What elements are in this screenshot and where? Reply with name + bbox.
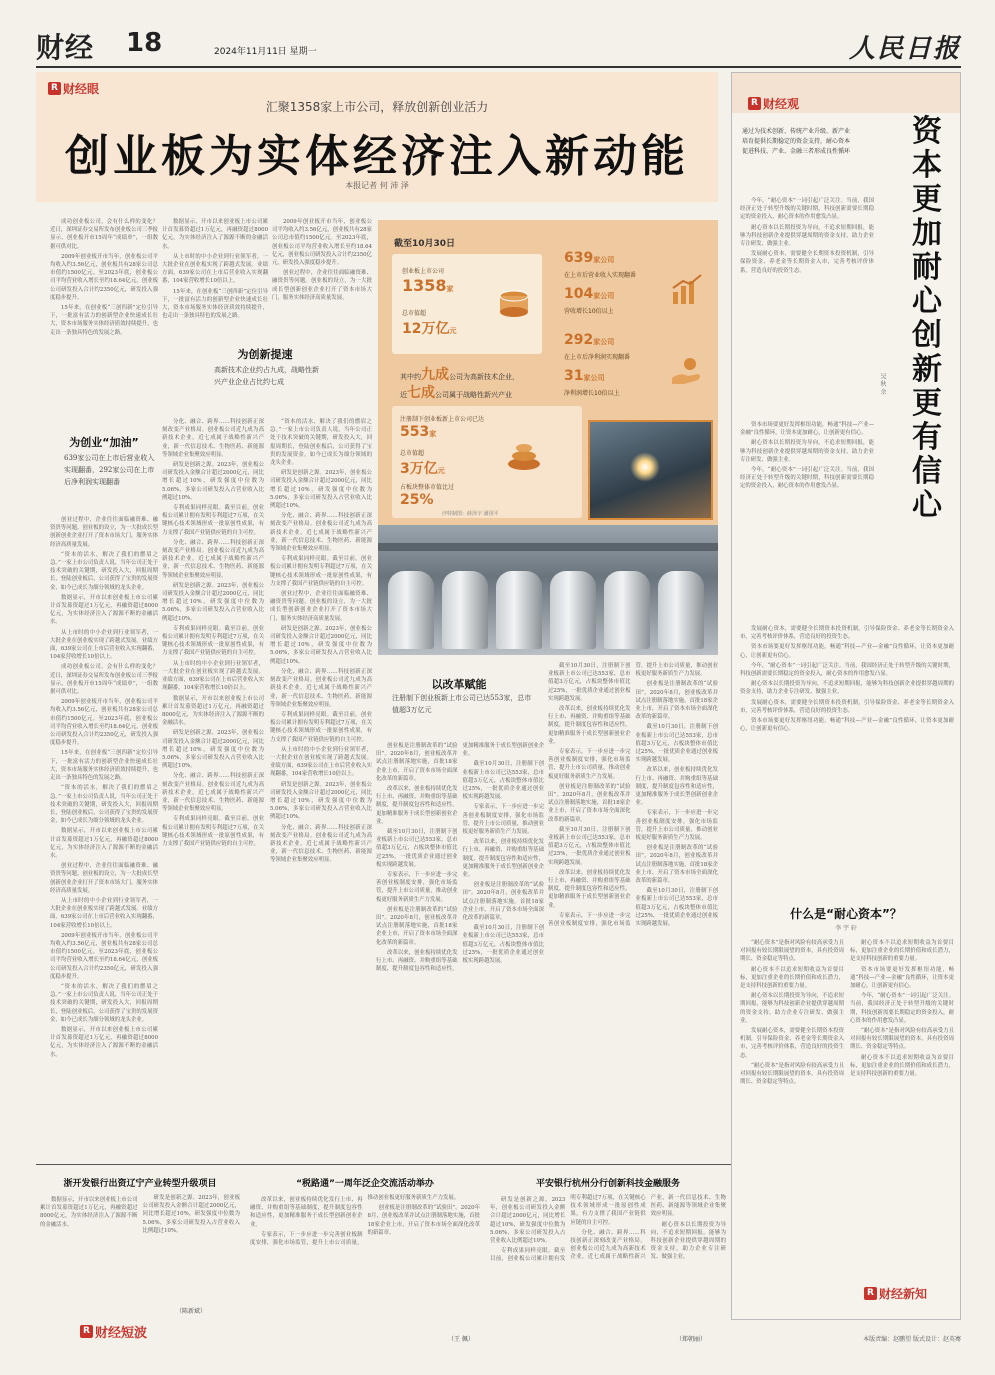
photo-tank [658, 571, 704, 649]
brief-2-text [250, 1194, 480, 1334]
sidebar-byline: 吴 秋 余 [879, 373, 886, 395]
paragraph: 分化、融合、跨界……科技创新正深刻改变产业格局。创业板公司近九成为高新技术企业，近七成属于战略性新兴产业，新一代信息技术、生物医药、新能源等领域企业集聚效应明显。 [270, 513, 372, 553]
brief-1-text [40, 1194, 240, 1304]
r-mark-icon: R [748, 97, 761, 110]
infographic-date: 截至10月30日 [394, 239, 456, 249]
paragraph: 分化、融合、跨界……科技创新正深刻改变产业格局。创业板公司近九成为高新技术企业，近七成属于战略性新兴产业，新一代信息技术、生物医药、新能源等领域企业集聚效应明显。 [570, 1195, 726, 1261]
paragraph: 专利成果同样亮眼。截至目前，创业板公司累计拥有发明专利超过7万项，在关键核心技术领域形成一批原创性成果，有力支撑了我国产业链供应链的自主可控。 [270, 556, 372, 587]
paragraph: 从上市时的中小企业到行业领军者，一大批企业在创业板实现了跨越式发展。业绩方面，639家公司在上市后营业收入实现翻番，104家营收增长10倍以上。 [50, 897, 158, 929]
subhead-s1-note: 639家公司在上市后营业收入实现翻番，292家公司在上市后净利润实现翻番 [64, 454, 155, 486]
reg-share-value: 25% [400, 492, 434, 508]
paragraph: 15年来，在创业板“三创四新”定位引导下，一批富有活力的创新型企业快速成长壮大，资本市场服务实体经济质效持续提升，也走出一条独具特色的发展之路。 [50, 750, 158, 782]
paragraph: 研发是创新之源。2023年，创业板公司研发投入金额合计超过2000亿元，同比增长超过10%，研发强度中位数为5.06%，多家公司研发投入占营业收入比例超过10%。 [162, 730, 264, 770]
reg-cap-value: 3万亿元 [400, 461, 445, 477]
paragraph: 专利成果同样亮眼。截至目前，创业板公司累计拥有发明专利超过7万项，在关键核心技术领域形成一批原创性成果，有力支撑了我国产业链供应链的自主可控。 [162, 505, 264, 536]
paragraph: 发展耐心资本，需要健全长期资本投资机制，引导保险资金、养老金等长期资金入市，完善考核评价体系，营造良好的投资生态。 [740, 626, 954, 641]
paragraph: 创业板是注册制改革的“试验田”。2020年8月，创业板改革并试点注册制落地实施，首批18家企业上市，开启了资本市场全面深化改革的新篇章。 [376, 906, 458, 946]
paragraph: 创业板是注册制改革的“试验田”。2020年8月，创业板改革并试点注册制落地实施，首批18家企业上市，开启了资本市场全面深化改革的新篇章。 [635, 845, 718, 885]
article-column-1b [50, 516, 158, 1156]
paragraph: 研发是创新之源。2023年，创业板公司研发投入金额合计超过2000亿元，同比增长超过10%，研发强度中位数为5.06%，多家公司研发投入占营业收入比例超过10%。 [270, 625, 372, 665]
paragraph: 资本市场要更好发挥枢纽功能，畅通“科技—产业—金融”良性循环，让资本更加耐心，让创新更有信心。 [740, 718, 954, 733]
paragraph: 截至10月30日，注册制下创业板新上市公司已达553家，总市值超3万亿元，占板块整体市值比过25%，一批优质企业通过创业板实现跨越发展。 [376, 829, 458, 868]
paragraph: 耐心资本以长期投资为导向，不追求短期回报，能够为科技创新企业提供穿越周期的资金支持，助力企业专注研发、做强主业。 [740, 224, 874, 248]
paragraph: 分化、融合、跨界……科技创新正深刻改变产业格局。创业板公司近九成为高新技术企业，近七成属于战略性新兴产业，新一代信息技术、生物医药、新能源等领域企业集聚效应明显。 [162, 419, 264, 458]
paragraph: 成功创业板公司，会有什么样的变化？近日，深圳证券交易所发布创业板公司三季报显示，创业板开市15周年“成绩单”，一组数据可供对比。 [50, 219, 158, 250]
infographic-credit: 沙特制图：薛泽宇 潘国平 [442, 511, 499, 517]
sidebar-footer-kicker [864, 1285, 927, 1302]
paragraph: 2009年创业板开市当年，创业板公司平均收入约3.56亿元，创业板共有28家公司总市值约1500亿元。至2023年底，创业板公司平均营业收入增长至约18.64亿元，创业板公司研发投入合计约2350亿元，研发投入强度稳步提升。 [50, 699, 158, 747]
photo-tank [550, 571, 596, 649]
r4-count: 31家公司 [564, 368, 605, 384]
paragraph: 耐心资本以长期投资为导向，不追求短期回报，能够为科技创新企业提供穿越周期的资金支持，助力企业专注研发、做强主业。 [740, 681, 954, 696]
paragraph: 数据显示，开市以来创业板上市公司累计首发募资超过1万亿元，再融资超过8000亿元，为实体经济注入了源源不断的金融活水。 [50, 828, 158, 859]
sidebar-question-title: 什么是“耐心资本”？ [790, 907, 902, 921]
paragraph: “资本的活水，解决了我们的燃眉之急。”一家上市公司负责人说，当年公司正处于技术突破的关键期，研发投入大，回报周期长，登陆创业板后，公司获得了宝贵的发展资金，如今已成长为细分领域的龙头企业。 [50, 551, 158, 591]
paragraph: 改革以来，创业板持续优化发行上市、再融资、并购重组等基础制度，提升制度包容性和适应性，更加精准服务于成长型创新创业企业。 [376, 786, 458, 825]
photo-tank [442, 571, 488, 649]
sidebar-deck: 通过为技术创新、传统产业升级、新产业培育提供长期稳定的资金支持，耐心资本促进科技、产业、金融三者形成良性循环 [742, 128, 851, 155]
paragraph: 分化、融合、跨界……科技创新正深刻改变产业格局。创业板公司近九成为高新技术企业，近七成属于战略性新兴产业，新一代信息技术、生物医药、新能源等领域企业集聚效应明显。 [270, 824, 372, 864]
lead-byline: 本报记者 何 沛 泽 [345, 181, 409, 190]
paragraph: 耐心资本以长期投资为导向，不追求短期回报，能够为科技创新企业提供穿越周期的资金支持，助力企业专注研发、做强主业。 [740, 440, 874, 463]
industrial-photo [378, 525, 718, 655]
paragraph: 创业板是注册制改革的“试验田”。2020年8月，创业板改革并试点注册制落地实施，首批18家企业上市，开启了资本市场全面深化改革的新篇章。 [376, 743, 458, 782]
paragraph: 专家表示，下一步应进一步完善创业板制度安排，强化市场监管，提升上市公司质量，推动创业板更好服务新质生产力发展。 [635, 810, 718, 842]
paragraph: 分化、融合、跨界……科技创新正深刻改变产业格局。创业板公司近九成为高新技术企业，近七成属于战略性新兴产业，新一代信息技术、生物医药、新能源等领域企业集聚效应明显。 [162, 773, 264, 813]
paragraph: 专家表示，下一步应进一步完善创业板制度安排，强化市场监管，提升上市公司质量，推动创业板更好服务新质生产力发展。 [376, 872, 458, 903]
paragraph: 从上市时的中小企业到行业领军者，一大批企业在创业板实现了跨越式发展。业绩方面，639家公司在上市后营业收入实现翻番，104家营收增长10倍以上。 [162, 660, 264, 692]
paragraph: 专利成果同样亮眼。截至目前，创业板公司累计拥有发明专利超过7万项，在关键核心技术领域形成一批原创性成果，有力支撑了我国产业链供应链的自主可控。 [162, 816, 264, 847]
paragraph: 从上市时的中小企业到行业领军者，一大批企业在创业板实现了跨越式发展。业绩方面，639家公司在上市后营业收入实现翻番，104家营收增长10倍以上。 [162, 253, 268, 285]
paragraph: 数据显示，开市以来创业板上市公司累计首发募资超过1万亿元，再融资超过8000亿元，为实体经济注入了源源不断的金融活水。 [50, 594, 158, 626]
paragraph: 创业过程中，企业往往面临融资难、融资贵等问题。创业板的设立，为一大批成长型创新创业企业打开了资本市场大门，服务实体经济高质量发展。 [270, 591, 372, 622]
r4-label: 净利润增长10倍以上 [564, 390, 620, 397]
sidebar-commentary [731, 72, 961, 1320]
brief-1-source: （陈新斌） [176, 1308, 207, 1315]
photo-beam [378, 543, 718, 551]
paragraph: 数据显示，开市以来创业板上市公司累计首发募资超过1万亿元，再融资超过8000亿元，为实体经济注入了源源不断的金融活水。 [162, 695, 264, 727]
paragraph: 耐心资本以长期投资为导向，不追求短期回报，能够为科技创新企业提供穿越周期的资金支持，助力企业专注研发、做强主业。 [740, 993, 844, 1024]
photo-tank [496, 571, 542, 649]
photo-tank [388, 571, 434, 649]
r-mark-icon: R [864, 1287, 877, 1300]
paragraph: 今年，“耐心资本”一词引起广泛关注。当前，我国经济正处于转型升级的关键时期，科技创新需要长期稳定的资金投入，耐心资本的作用愈发凸显。 [740, 467, 874, 490]
paragraph: 15年来，在创业板“三创四新”定位引导下，一批富有活力的创新型企业快速成长壮大，资本市场服务实体经济质效持续提升，也走出一条独具特色的发展之路。 [50, 305, 158, 336]
paragraph: 创业板是注册制改革的“试验田”。2020年8月，创业板改革并试点注册制落地实施，首批18家企业上市，开启了资本市场全面深化改革的新篇章。 [548, 783, 631, 823]
paragraph: 专家表示，下一步应进一步完善创业板制度安排，强化市场监管，提升上市公司质量，推动创业板更好服务新质生产力发展。 [548, 663, 718, 928]
coin-stack-icon [494, 284, 534, 324]
r2-label: 营收增长10倍以上 [564, 308, 614, 315]
paragraph: 改革以来，创业板持续优化发行上市、再融资、并购重组等基础制度，提升制度包容性和适应性，更加精准服务于成长型创新创业企业。 [548, 869, 631, 909]
subhead-s2-note: 高新技术企业约占九成，战略性新兴产业企业占比约七成 [214, 366, 319, 386]
newspaper-logo: 人民日报 [848, 34, 961, 64]
paragraph: “资本的活水，解决了我们的燃眉之急。”一家上市公司负责人说，当年公司正处于技术突破的关键期，研发投入大，回报周期长，登陆创业板后，公司获得了宝贵的发展资金，如今已成长为细分领域的龙头企业。 [270, 419, 372, 467]
paragraph: 耐心资本以长期投资为导向，不追求短期回报，能够为科技创新企业提供穿越周期的资金支持，助力企业专注研发、做强主业。 [650, 1221, 726, 1261]
paragraph: “资本的活水，解决了我们的燃眉之急。”一家上市公司负责人说，当年公司正处于技术突破的关键期，研发投入大，回报周期长，登陆创业板后，公司获得了宝贵的发展资金，如今已成长为细分领域的龙头企业。 [50, 785, 158, 825]
listed-count: 1358家 [402, 276, 454, 295]
paragraph: 今年，“耐心资本”一词引起广泛关注。当前，我国经济正处于转型升级的关键时期，科技创新需要长期稳定的资金投入，耐心资本的作用愈发凸显。 [850, 993, 954, 1024]
listed-companies-box [392, 254, 542, 354]
page-credits: 本版责编：赵鹏望 版式设计：赵英骞 [863, 1336, 961, 1343]
sidebar-kicker [748, 95, 799, 112]
sidebar-column-b [740, 421, 874, 621]
paragraph: 15年来，在创业板“三创四新”定位引导下，一批富有活力的创新型企业快速成长壮大，资本市场服务实体经济质效持续提升，也走出一条独具特色的发展之路。 [162, 288, 268, 320]
r1-count: 639家公司 [564, 250, 615, 266]
paragraph: 今年，“耐心资本”一词引起广泛关注。当前，我国经济正处于转型升级的关键时期，科技创新需要长期稳定的资金投入，耐心资本的作用愈发凸显。 [740, 198, 874, 221]
paragraph: 从上市时的中小企业到行业领军者，一大批企业在创业板实现了跨越式发展。业绩方面，639家公司在上市后营业收入实现翻番，104家营收增长10倍以上。 [270, 746, 372, 778]
brief-2-source: （王 佩） [448, 1336, 474, 1343]
welding-spark [630, 452, 660, 482]
r-mark-icon: R [48, 82, 61, 95]
paragraph: 分化、融合、跨界……科技创新正深刻改变产业格局。创业板公司近九成为高新技术企业，近七成属于战略性新兴产业，新一代信息技术、生物医药、新能源等领域企业集聚效应明显。 [162, 539, 264, 579]
paragraph: 从上市时的中小企业到行业领军者，一大批企业在创业板实现了跨越式发展。业绩方面，639家公司在上市后营业收入实现翻番，104家营收增长10倍以上。 [50, 629, 158, 661]
paragraph: 截至10月30日，注册制下创业板新上市公司已达553家，总市值超3万亿元，占板块整体市值比过25%，一批优质企业通过创业板实现跨越发展。 [548, 663, 631, 702]
paragraph: 2009年创业板开市当年，创业板公司平均收入约3.56亿元，创业板共有28家公司总市值约1500亿元。至2023年底，创业板公司平均营业收入增长至约18.64亿元，创业板公司研发投入合计约2350亿元，研发投入强度稳步提升。 [50, 253, 158, 301]
paragraph: 创业板是注册制改革的“试验田”。2020年8月，创业板改革并试点注册制落地实施，首批18家企业上市，开启了资本市场全面深化改革的新篇章。 [635, 681, 718, 721]
reg-count: 553家 [400, 424, 437, 440]
paragraph: 资本市场要更好发挥枢纽功能，畅通“科技—产业—金融”良性循环，让资本更加耐心，让创新更有信心。 [740, 422, 874, 437]
paragraph: 改革以来，创业板持续优化发行上市、再融资、并购重组等基础制度，提升制度包容性和适应性，更加精准服务于成长型创新创业企业。 [635, 767, 718, 807]
subhead-s2: 为创新提速 [237, 348, 293, 361]
brief-1-title: 浙开发银行出资辽宁产业转型升级项目 [63, 1179, 217, 1189]
paragraph: 专家表示，下一步应进一步完善创业板制度安排，强化市场监管，提升上市公司质量，推动创业板更好服务新质生产力发展。 [548, 749, 631, 780]
paragraph: 创业过程中，企业往往面临融资难、融资贵等问题。创业板的设立，为一大批成长型创新创业企业打开了资本市场大门，服务实体经济高质量发展。 [50, 517, 158, 548]
paragraph: 发展耐心资本，需要健全长期资本投资机制，引导保险资金、养老金等长期资金入市，完善考核评价体系，营造良好的投资生态。 [740, 1028, 844, 1059]
reg-share-label: 占板块整体市值比过 [400, 484, 455, 491]
sidebar-column-a [740, 197, 874, 417]
paragraph: 数据显示，开市以来创业板上市公司累计首发募资超过1万亿元，再融资超过8000亿元，为实体经济注入了源源不断的金融活水。 [50, 1026, 158, 1058]
r-mark-icon: R [80, 1325, 93, 1338]
briefs-kicker-label: 财经短波 [95, 1326, 148, 1341]
paragraph: 创业板是注册制改革的“试验田”。2020年8月，创业板改革并试点注册制落地实施，首批18家企业上市，开启了资本市场全面深化改革的新篇章。 [367, 1205, 480, 1236]
paragraph: 发展耐心资本，需要健全长期资本投资机制，引导保险资金、养老金等长期资金入市，完善考核评价体系，营造良好的投资生态。 [740, 699, 954, 714]
paragraph: 资本市场要更好发挥枢纽功能，畅通“科技—产业—金融”良性循环，让资本更加耐心，让创新更有信心。 [850, 966, 954, 990]
brief-3-text [490, 1194, 726, 1334]
paragraph: 研发是创新之源。2023年，创业板公司研发投入金额合计超过2000亿元，同比增长超过10%，研发强度中位数为5.06%，多家公司研发投入占营业收入比例超过10%。 [270, 470, 372, 510]
sidebar-column-c [740, 625, 954, 895]
paragraph: 创业过程中，企业往往面临融资难、融资贵等问题。创业板的设立，为一大批成长型创新创业企业打开了资本市场大门，服务实体经济高质量发展。 [272, 270, 372, 301]
briefs-kicker [80, 1322, 147, 1341]
paragraph: 发展耐心资本，需要健全长期资本投资机制，引导保险资金、养老金等长期资金入市，完善考核评价体系，营造良好的投资生态。 [740, 251, 874, 274]
r1-label: 在上市后营业收入实现翻番 [564, 272, 637, 279]
paragraph: 资本市场要更好发挥枢纽功能，畅通“科技—产业—金融”良性循环，让资本更加耐心，让创新更有信心。 [740, 644, 954, 659]
paragraph: 专利成果同样亮眼。截至目前，创业板公司累计拥有发明专利超过7万项，在关键核心技术领域形成一批原创性成果，有力支撑了我国产业链供应链的自主可控。 [162, 625, 264, 657]
paragraph: 截至10月30日，注册制下创业板新上市公司已达553家，总市值超3万亿元，占板块整体市值比过25%，一批优质企业通过创业板实现跨越发展。 [548, 826, 631, 866]
paragraph: 研发是创新之源。2023年，创业板公司研发投入金额合计超过2000亿元，同比增长超过10%，研发强度中位数为5.06%，多家公司研发投入占营业收入比例超过10%。 [490, 1197, 566, 1245]
hightech-line: 其中约九成公司为高新技术企业， [400, 367, 519, 383]
cap-label: 总市值超 [402, 310, 427, 317]
paragraph: 2009年创业板开市当年，创业板公司平均收入约3.56亿元，创业板共有28家公司总市值约1500亿元。至2023年底，创业板公司平均营业收入增长至约18.64亿元，创业板公司研发投入合计约2350亿元，研发投入强度稳步提升。 [50, 932, 158, 980]
paragraph: 研发是创新之源。2023年，创业板公司研发投入金额合计超过2000亿元，同比增长超过10%，研发强度中位数为5.06%，多家公司研发投入占营业收入比例超过10%。 [142, 1195, 240, 1234]
reg-label: 注册制下创业板新上市公司已达 [400, 416, 485, 423]
paragraph: 改革以来，创业板持续优化发行上市、再融资、并购重组等基础制度，提升制度包容性和适应性，更加精准服务于成长型创新创业企业。 [250, 1197, 363, 1228]
photo-tank [604, 571, 650, 649]
lead-kicker-label: 财经眼 [63, 82, 100, 96]
paragraph: 耐心资本不以追求短期收益为首要目标，更加注重企业的长期价值和成长潜力，是支持科技创新的重要力量。 [740, 966, 844, 990]
r3-count: 292家公司 [564, 332, 615, 348]
briefs-divider [36, 1164, 731, 1165]
paragraph: 研发是创新之源。2023年，创业板公司研发投入金额合计超过2000亿元，同比增长超过10%，研发强度中位数为5.06%，多家公司研发投入占营业收入比例超过10%。 [162, 582, 264, 622]
cap-value: 12万亿元 [402, 321, 457, 337]
section-name: 财经 [36, 31, 95, 64]
paragraph: 成功创业板公司，会有什么样的变化？近日，深圳证券交易所发布创业板公司三季报显示，创业板开市15周年“成绩单”，一组数据可供对比。 [50, 664, 158, 696]
infographic [378, 220, 718, 525]
coin-pile-icon [504, 434, 544, 474]
strategic-line: 近七成公司属于战略性新兴产业 [400, 385, 512, 401]
paragraph: 专利成果同样亮眼。截至目前，创业板公司累计拥有发明专利超过7万项，在关键核心技术领域形成一批原创性成果，有力支撑了我国产业链供应链的自主可控。 [270, 711, 372, 743]
article-column-4 [376, 742, 544, 1156]
paragraph: 研发是创新之源。2023年，创业板公司研发投入金额合计超过2000亿元，同比增长超过10%，研发强度中位数为5.06%，多家公司研发投入占营业收入比例超过10%。 [162, 462, 264, 501]
paragraph: “耐心资本”是指对风险有较高承受力且对回报有较长期限展望的资本，具有投资周期长、资金稳定等特点。 [740, 940, 844, 963]
paragraph: 截至10月30日，注册制下创业板新上市公司已达553家，总市值超3万亿元，占板块整体市值比过25%，一批优质企业通过创业板实现跨越发展。 [462, 761, 544, 801]
paragraph: 数据显示，开市以来创业板上市公司累计首发募资超过1万亿元，再融资超过8000亿元，为实体经济注入了源源不断的金融活水。 [162, 219, 268, 250]
paragraph: 改革以来，创业板持续优化发行上市、再融资、并购重组等基础制度，提升制度包容性和适应性，更加精准服务于成长型创新创业企业。 [462, 839, 544, 879]
lead-subtitle: 汇聚1358家上市公司，释放创新创业活力 [265, 100, 489, 114]
paragraph: 数据显示，开市以来创业板上市公司累计首发募资超过1万亿元，再融资超过8000亿元，为实体经济注入了源源不断的金融活水。 [40, 1197, 138, 1228]
paragraph: 专利成果同样亮眼。截至目前，创业板公司累计拥有发明专利超过7万项，在关键核心技术领域形成一批原创性成果，有力支撑了我国产业链供应链的自主可控。 [490, 1195, 646, 1263]
paragraph: 耐心资本不以追求短期收益为首要目标，更加注重企业的长期价值和成长潜力，是支持科技创新的重要力量。 [850, 940, 954, 963]
r2-count: 104家公司 [564, 286, 615, 302]
sidebar-question-byline: 李 宇 轩 [835, 925, 857, 932]
paragraph: 耐心资本不以追求短期收益为首要目标，更加注重企业的长期价值和成长潜力，是支持科技创新的重要力量。 [850, 1054, 954, 1078]
paragraph: 研发是创新之源。2023年，创业板公司研发投入金额合计超过2000亿元，同比增长超过10%，研发强度中位数为5.06%，多家公司研发投入占营业收入比例超过10%。 [270, 781, 372, 821]
paragraph: “耐心资本”是指对风险有较高承受力且对回报有较长期限展望的资本，具有投资周期长、资金稳定等特点。 [850, 1028, 954, 1051]
lead-headline-block [36, 72, 718, 202]
brief-3-source: （郑朝丽） [676, 1336, 707, 1343]
subhead-s1: 为创业“加油” [69, 436, 139, 449]
listed-label: 创业板上市公司 [402, 268, 445, 275]
masthead [36, 24, 961, 68]
reg-cap-label: 总市值超 [400, 450, 425, 457]
article-column-2a [162, 218, 268, 328]
article-column-1a [50, 218, 158, 418]
lead-kicker [48, 80, 99, 97]
brief-2-title: “税路通”一周年泛企交流活动举办 [296, 1179, 434, 1189]
sidebar-column-d [740, 939, 954, 1275]
paragraph: 专家表示，下一步应进一步完善创业板制度安排，强化市场监管，提升上市公司质量，推动创业板更好服务新质生产力发展。 [462, 804, 544, 836]
paragraph: 截至10月30日，注册制下创业板新上市公司已达553家，总市值超3万亿元，占板块整体市值比过25%，一批优质企业通过创业板实现跨越发展。 [462, 925, 544, 965]
paragraph: “耐心资本”是指对风险有较高承受力且对回报有较长期限展望的资本，具有投资周期长、资金稳定等特点。 [740, 1062, 844, 1086]
paragraph: 今年，“耐心资本”一词引起广泛关注。当前，我国经济正处于转型升级的关键时期，科技创新需要长期稳定的资金投入，耐心资本的作用愈发凸显。 [740, 662, 954, 678]
paragraph: 专家表示，下一步应进一步完善创业板制度安排，强化市场监管，提升上市公司质量，推动创业板更好服务新质生产力发展。 [250, 1195, 460, 1247]
paragraph: “资本的活水，解决了我们的燃眉之急。”一家上市公司负责人说，当年公司正处于技术突破的关键期，研发投入大，回报周期长，登陆创业板后，公司获得了宝贵的发展资金，如今已成长为细分领域的龙头企业。 [50, 983, 158, 1023]
paragraph: 改革以来，创业板持续优化发行上市、再融资、并购重组等基础制度，提升制度包容性和适应性，更加精准服务于成长型创新创业企业。 [548, 706, 631, 745]
brief-3-title: 平安银行杭州分行创新科技金融服务 [535, 1179, 680, 1189]
issue-date: 2024年11月11日 星期一 [214, 47, 317, 57]
subhead-s3-note: 注册制下创业板新上市公司已达553家，总市值超3万亿元 [392, 694, 532, 714]
article-column-5 [548, 662, 718, 1156]
rising-chart-icon [670, 272, 704, 306]
hand-coin-icon [670, 354, 704, 388]
paragraph: 创业板是注册制改革的“试验田”。2020年8月，创业板改革并试点注册制落地实施，首批18家企业上市，开启了资本市场全面深化改革的新篇章。 [462, 882, 544, 922]
sidebar-footer-kicker-label: 财经新知 [879, 1287, 928, 1301]
sidebar-kicker-label: 财经观 [763, 97, 800, 111]
paragraph: 截至10月30日，注册制下创业板新上市公司已达553家，总市值超3万亿元，占板块整体市值比过25%，一批优质企业通过创业板实现跨越发展。 [635, 724, 718, 764]
r3-label: 在上市后净利润实现翻番 [564, 354, 631, 361]
lead-title: 创业板为实体经济注入新动能 [65, 131, 689, 182]
paragraph: 创业过程中，企业往往面临融资难、融资贵等问题。创业板的设立，为一大批成长型创新创业企业打开了资本市场大门，服务实体经济高质量发展。 [50, 863, 158, 894]
subhead-s3: 以改革赋能 [431, 678, 487, 691]
article-column-2b [162, 418, 372, 1156]
sidebar-title: 资本更加耐心 创新更有信心 [912, 114, 942, 523]
factory-photo [588, 420, 713, 520]
page-number: 18 [126, 28, 163, 58]
paragraph: 截至10月30日，注册制下创业板新上市公司已达553家，总市值超3万亿元，占板块整体市值比过25%，一批优质企业通过创业板实现跨越发展。 [635, 888, 718, 928]
paragraph: 2009年创业板开市当年，创业板公司平均收入约3.56亿元，创业板共有28家公司总市值约1500亿元。至2023年底，创业板公司平均营业收入增长至约18.64亿元，创业板公司研发投入合计约2350亿元，研发投入强度稳步提升。 [272, 219, 372, 267]
registration-box [392, 406, 582, 518]
article-column-3a [272, 218, 372, 328]
paragraph: 改革以来，创业板持续优化发行上市、再融资、并购重组等基础制度，提升制度包容性和适应性，更加精准服务于成长型创新创业企业。 [376, 743, 544, 973]
paragraph: 分化、融合、跨界……科技创新正深刻改变产业格局。创业板公司近九成为高新技术企业，近七成属于战略性新兴产业，新一代信息技术、生物医药、新能源等领域企业集聚效应明显。 [270, 668, 372, 708]
